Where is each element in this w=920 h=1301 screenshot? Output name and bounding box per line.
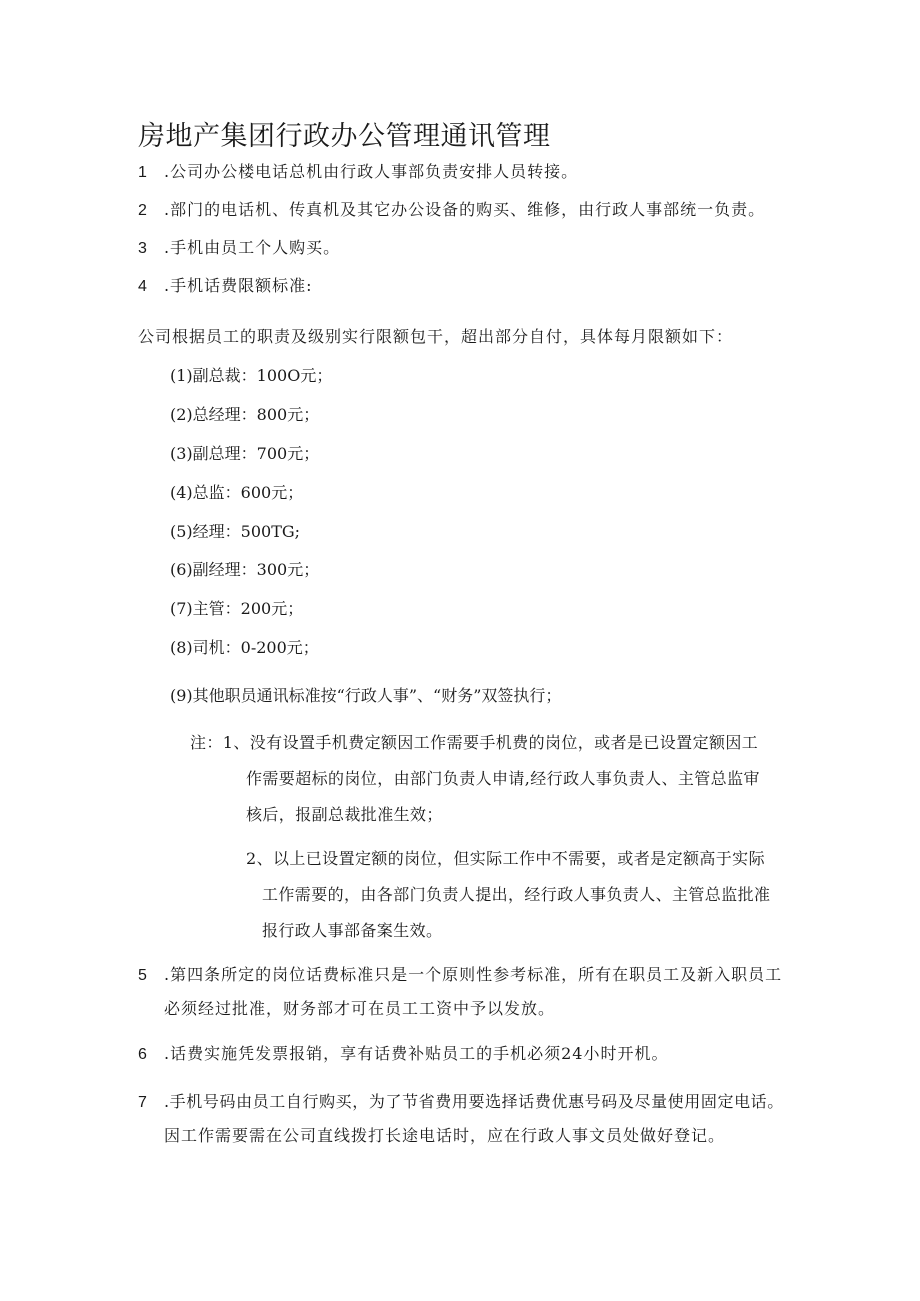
document-title: 房地产集团行政办公管理通讯管理 [138, 121, 551, 152]
note-1-line: 作需要超标的岗位，由部门负责人申请,经行政人事负责人、主管总监审 [246, 769, 760, 788]
clause-number: 5 [138, 967, 148, 984]
quota-item: (7)主管：200元； [170, 599, 304, 618]
clause-7 [138, 1089, 784, 1112]
clause-text: .公司办公楼电话总机由行政人事部负责安排人员转接。 [164, 162, 579, 181]
quota-item: (3)副总理：700元； [170, 444, 320, 463]
clause-number: 2 [138, 202, 148, 219]
clause-2 [138, 197, 765, 220]
clause-7-continuation: 因工作需要需在公司直线拨打长途电话时，应在行政人事文员处做好登记。 [164, 1126, 726, 1145]
quota-intro: 公司根据员工的职责及级别实行限额包干，超出部分自付，具体每月限额如下： [138, 327, 734, 346]
quota-item: (5)经理：500TG; [170, 522, 301, 541]
clause-number: 3 [138, 240, 148, 257]
clause-text: .话费实施凭发票报销，享有话费补贴员工的手机必须24小时开机。 [164, 1044, 669, 1063]
quota-item: (2)总经理：800元； [170, 405, 320, 424]
clause-text: .手机话费限额标准: [164, 276, 313, 295]
quota-item: (6)副经理：300元； [170, 560, 320, 579]
clause-number: 4 [138, 278, 148, 295]
clause-5 [138, 962, 782, 985]
clause-6 [138, 1041, 668, 1064]
clause-number: 7 [138, 1094, 148, 1111]
clause-1 [138, 159, 578, 182]
clause-text: .第四条所定的岗位话费标准只是一个原则性参考标准，所有在职员工及新入职员工 [164, 965, 783, 984]
note-2-line: 2、以上已设置定额的岗位，但实际工作中不需要，或者是定额高于实际 [246, 849, 765, 868]
clause-3 [138, 235, 340, 258]
quota-item: (8)司机：0-200元； [170, 638, 319, 657]
note-2-line: 工作需要的，由各部门负责人提出，经行政人事负责人、主管总监批准 [262, 885, 771, 904]
clause-5-continuation: 必须经过批准，财务部才可在员工工资中予以发放。 [164, 999, 556, 1018]
note-1-line: 注：1、没有设置手机费定额因工作需要手机费的岗位，或者是已设置定额因工 [190, 733, 759, 752]
clause-text: .部门的电话机、传真机及其它办公设备的购买、维修，由行政人事部统一负责。 [164, 200, 766, 219]
clause-text: .手机号码由员工自行购买，为了节省费用要选择话费优惠号码及尽量使用固定电话。 [164, 1092, 784, 1111]
note-1-line: 核后，报副总裁批准生效； [246, 805, 443, 824]
clause-4 [138, 273, 312, 296]
note-2-line: 报行政人事部备案生效。 [262, 921, 443, 940]
quota-item: (9)其他职员通讯标准按“行政人事”、“财务”双签执行； [170, 686, 562, 705]
quota-item: (4)总监：600元； [170, 483, 304, 502]
clause-number: 6 [138, 1046, 148, 1063]
clause-text: .手机由员工个人购买。 [164, 238, 341, 257]
clause-number: 1 [138, 164, 148, 181]
quota-item: (1)副总裁：100O元； [170, 366, 333, 385]
